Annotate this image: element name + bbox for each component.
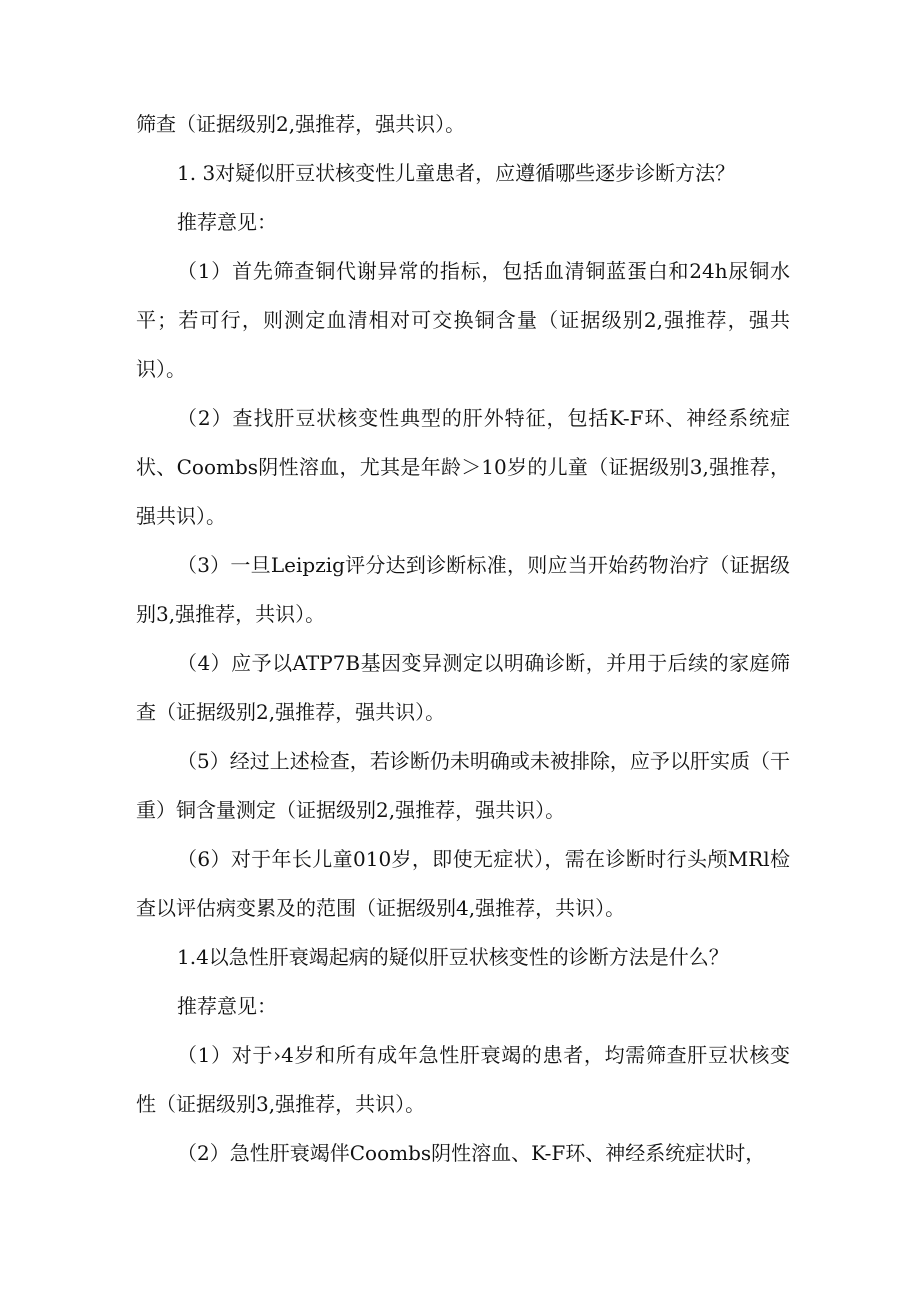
recommendation-item-4: （4）应予以ATP7B基因变异测定以明确诊断，并用于后续的家庭筛查（证据级别2,强推荐，强共识）。 <box>136 651 790 724</box>
recommendation-item-1: （1）首先筛查铜代谢异常的指标，包括血清铜蓝蛋白和24h尿铜水平；若可行，则测定血清相对可交换铜含量（证据级别2,强推荐，强共识）。 <box>136 259 790 381</box>
document-page <box>136 100 790 1178</box>
paragraph-continuation: 筛查（证据级别2,强推荐，强共识）。 <box>136 112 466 136</box>
section-heading-1-3: 1. 3对疑似肝豆状核变性儿童患者，应遵循哪些逐步诊断方法？ <box>177 161 736 185</box>
section-heading-1-4: 1.4以急性肝衰竭起病的疑似肝豆状核变性的诊断方法是什么？ <box>177 945 729 969</box>
recommendation-label: 推荐意见： <box>177 210 277 234</box>
recommendation-label: 推荐意见： <box>177 994 277 1018</box>
recommendation-item-3: （3）一旦Leipzig评分达到诊断标准，则应当开始药物治疗（证据级别3,强推荐，共识）。 <box>136 553 790 626</box>
recommendation-item-5: （5）经过上述检查，若诊断仍未明确或未被排除，应予以肝实质（干重）铜含量测定（证据级别2,强推荐，强共识）。 <box>136 749 790 822</box>
recommendation-item-2: （2）急性肝衰竭伴Coombs阴性溶血、K-F环、神经系统症状时， <box>177 1141 766 1165</box>
recommendation-item-1: （1）对于›4岁和所有成年急性肝衰竭的患者，均需筛查肝豆状核变性（证据级别3,强推荐，共识）。 <box>136 1043 790 1116</box>
recommendation-item-2: （2）查找肝豆状核变性典型的肝外特征，包括K-F环、神经系统症状、Coombs阴性溶血，尤其是年龄＞10岁的儿童（证据级别3,强推荐，强共识）。 <box>136 406 790 528</box>
recommendation-item-6: （6）对于年长儿童010岁，即使无症状），需在诊断时行头颅MRl检查以评估病变累及的范围（证据级别4,强推荐，共识）。 <box>136 847 790 920</box>
